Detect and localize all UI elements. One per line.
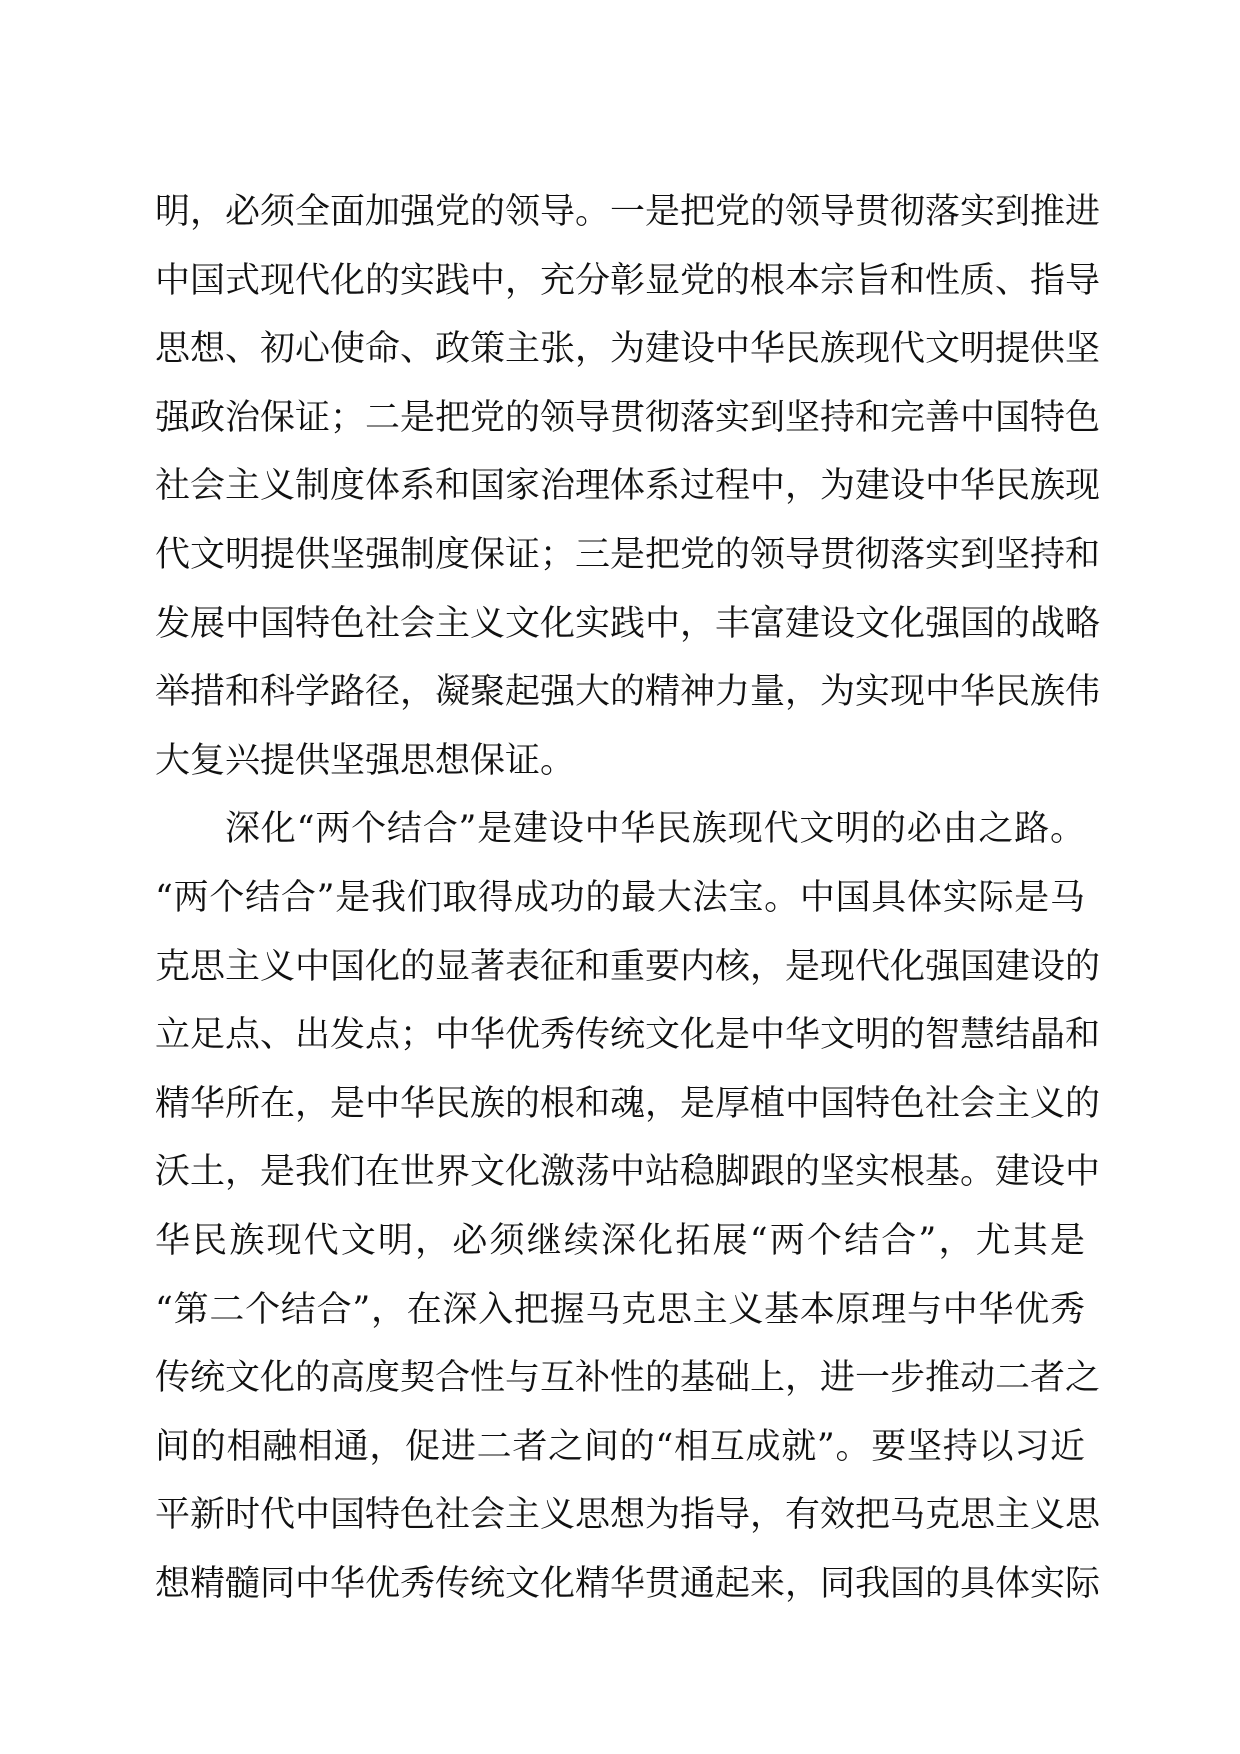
text-line: 思想、初心使命、政策主张，为建设中华民族现代文明提供坚 [155, 329, 1101, 370]
text-line: 华民族现代文明，必须继续深化拓展“两个结合”，尤其是 [155, 1220, 1085, 1261]
body-text [155, 178, 1101, 1618]
text-line: 沃土，是我们在世界文化激荡中站稳脚跟的坚实根基。建设中 [155, 1152, 1101, 1193]
text-line: 克思主义中国化的显著表征和重要内核，是现代化强国建设的 [155, 946, 1101, 987]
text-line: 立足点、出发点；中华优秀传统文化是中华文明的智慧结晶和 [155, 1015, 1101, 1056]
text-line: 举措和科学路径，凝聚起强大的精神力量，为实现中华民族伟 [155, 672, 1101, 713]
paragraph-end-line: 大复兴提供坚强思想保证。 [155, 740, 576, 781]
text-line: 强政治保证；二是把党的领导贯彻落实到坚持和完善中国特色 [155, 397, 1101, 438]
text-line: “两个结合”是我们取得成功的最大法宝。中国具体实际是马 [155, 877, 1085, 918]
text-line: “第二个结合”，在深入把握马克思主义基本原理与中华优秀 [155, 1289, 1085, 1330]
text-line: 传统文化的高度契合性与互补性的基础上，进一步推动二者之 [155, 1358, 1101, 1399]
paragraph-start-line: 深化“两个结合”是建设中华民族现代文明的必由之路。 [225, 809, 1085, 850]
text-line: 社会主义制度体系和国家治理体系过程中，为建设中华民族现 [155, 466, 1101, 507]
text-line: 平新时代中国特色社会主义思想为指导，有效把马克思主义思 [155, 1495, 1101, 1536]
text-line: 想精髓同中华优秀传统文化精华贯通起来，同我国的具体实际 [155, 1563, 1101, 1604]
text-line: 发展中国特色社会主义文化实践中，丰富建设文化强国的战略 [155, 603, 1101, 644]
text-line: 中国式现代化的实践中，充分彰显党的根本宗旨和性质、指导 [155, 260, 1101, 301]
text-line: 明，必须全面加强党的领导。一是把党的领导贯彻落实到推进 [155, 192, 1101, 232]
text-line: 精华所在，是中华民族的根和魂，是厚植中国特色社会主义的 [155, 1083, 1101, 1124]
text-line: 代文明提供坚强制度保证；三是把党的领导贯彻落实到坚持和 [155, 534, 1101, 575]
text-line: 间的相融相通，促进二者之间的“相互成就”。要坚持以习近 [155, 1426, 1085, 1467]
